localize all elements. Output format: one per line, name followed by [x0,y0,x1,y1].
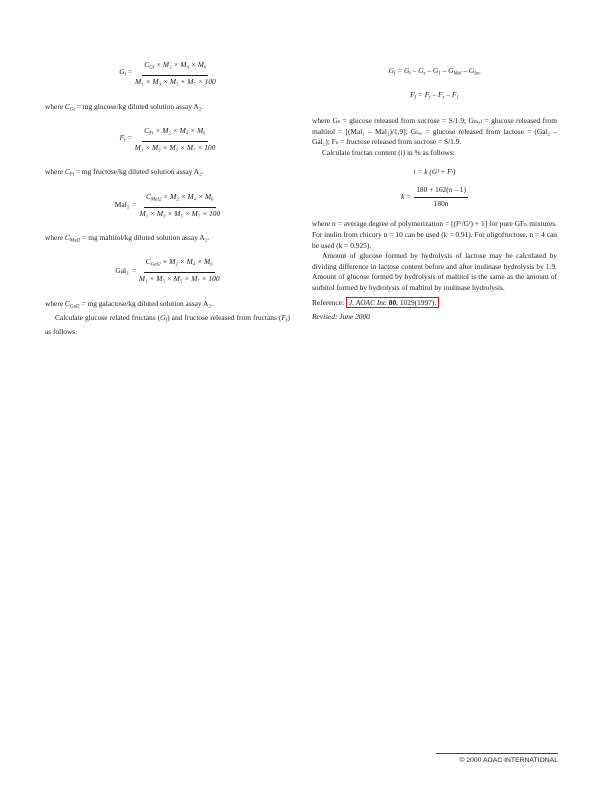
equation-galactose: Gal₂ = $\frac{C_{Gal2} \times M_2 \times M_4 \times M_6}{\text{M₁ × M₃ × M₅ × M₇ × 100}}$ [115,257,220,284]
equation-ff: $F_f = F_t - F_s - F_1$ [410,90,459,101]
where-glucose: where $C_{Gt}$ = mg glucose/kg diluted solution assay A₂. [45,101,204,113]
where-galactose: where $C_{Gal2}$ = mg galactose/kg diluted solution assay A₂. [45,299,213,310]
right-column [312,60,557,323]
equation-maltitol: Mal₂ = $\frac{C_{Mal2} \times M_2 \times M_4 \times M_6}{\text{M₁ × M₃ × M₅ × M₇ × 100}}$ [114,191,221,218]
fructan-calc-instruction: Calculate fructan content (i) in % as follows: [322,147,455,157]
revised-date: Revised: June 2000 [312,312,370,322]
where-fructose: where $C_{Ft}$ = mg fructose/kg diluted solution assay A₂. [45,167,204,178]
glucose-hydrolysis-note: Amount of glucose formed by hydrolysis of lactose may be calculated by dividing difference in lactose content before and after inulinase hydrolysis by 1.9. Amount of glucose formed by hydrolysis of maltitol is the same as the amount of sorbitol formed by hydrolysis of maltitol by inulinase hydrolysis. [312,251,557,292]
where-maltitol: where $C_{Mal2}$ = mg maltitol/kg diluted solution assay A₂. [45,233,210,244]
dp-definition: where n = average degree of polymerization = [(Fᶠ/Gᶠ) + 1] for pure GFₙ mixtures. For inulin from chicory n = 10 can be used (k = 0.91). For oligofructose, n = 4 can be used (k = 0.925). [312,219,557,250]
left-column [45,60,290,338]
reference-citation[interactable]: J. AOAC Int. 80, 1029(1997). [346,297,439,308]
reference-line: Reference: J. AOAC Int. 80, 1029(1997). [312,298,557,309]
where-definitions: where Gₛ = glucose released from sucrose = S/1.9; Gₘₐₗ = glucose released from maltitol = [(Mal₁ – Mal₂)/1.9]; Gₗₐₓ = glucose released from lactose = (Gal₂ – Gal₁); Fₛ = fructose released from sucrose = S/1.9. [312,116,557,147]
equation-i: i = k (Gᶠ + Fᶠ) [413,166,456,176]
equation-fructose: $F_t$ = $\frac{C_{Ft} \times M_2 \times M_4 \times M_6}{\text{M₁ × M₃ × M₅ × M₇ × 100}}$ [119,125,216,152]
calc-instruction: Calculate glucose related fructans $(G_f)$ and fructose released from fructans $(F_f)$ as follows: [45,313,291,337]
equation-gf: $G_f = G_t - G_s - G_1 - G_{Mal} - G_{lac}$ [388,66,481,77]
equation-k: k = $\frac{180 + 162(n - 1)}{180n}$ [401,185,466,208]
equation-glucose: $G_t$ = $\frac{C_{Gt} \times M_2 \times M_4 \times M_6}{\text{M₁ × M₃ × M₅ × M₇ × 100}}$ [119,60,216,87]
copyright-footer: © 2000 AOAC INTERNATIONAL [436,753,558,764]
